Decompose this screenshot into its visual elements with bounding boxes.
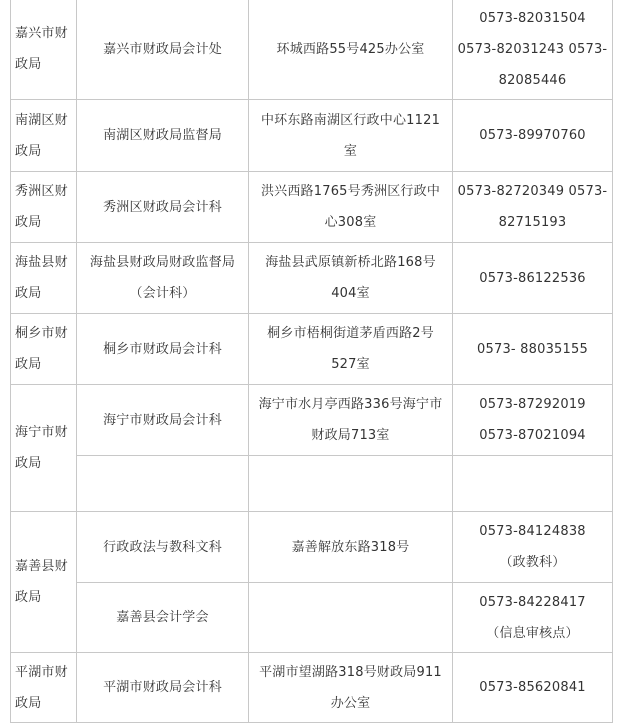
table-row [11,314,613,385]
address-cell: 洪兴西路1765号秀洲区行政中 心308室 [249,172,453,243]
phone-cell: 0573-86122536 [453,243,613,314]
table-row [11,243,613,314]
phone-cell: 0573- 88035155 [453,314,613,385]
org-cell: 桐乡市财 政局 [11,314,77,385]
dept-cell: 嘉兴市财政局会计处 [77,0,249,100]
org-cell: 海宁市财 政局 [11,385,77,512]
address-cell [249,583,453,653]
org-cell: 嘉兴市财 政局 [11,0,77,100]
address-cell: 嘉善解放东路318号 [249,512,453,583]
table-row [11,512,613,583]
finance-office-table [10,0,613,723]
phone-cell: 0573-84228417 （信息审核点） [453,583,613,653]
table-row [11,583,613,653]
address-cell: 平湖市望湖路318号财政局911 办公室 [249,653,453,723]
table-row [11,385,613,456]
org-cell: 南湖区财 政局 [11,100,77,172]
address-cell [249,456,453,512]
table-row [11,653,613,723]
phone-cell: 0573-82031504 0573-82031243 0573- 82085446 [453,0,613,100]
dept-cell: 海盐县财政局财政监督局 （会计科） [77,243,249,314]
org-cell: 秀洲区财 政局 [11,172,77,243]
address-cell: 环城西路55号425办公室 [249,0,453,100]
phone-cell [453,456,613,512]
dept-cell: 海宁市财政局会计科 [77,385,249,456]
phone-cell: 0573-82720349 0573- 82715193 [453,172,613,243]
dept-cell [77,456,249,512]
address-cell: 海盐县武原镇新桥北路168号 404室 [249,243,453,314]
phone-cell: 0573-89970760 [453,100,613,172]
dept-cell: 平湖市财政局会计科 [77,653,249,723]
phone-cell: 0573-84124838 （政教科） [453,512,613,583]
address-cell: 海宁市水月亭西路336号海宁市 财政局713室 [249,385,453,456]
phone-cell: 0573-85620841 [453,653,613,723]
table-row [11,456,613,512]
table-row [11,100,613,172]
table-row [11,0,613,100]
org-cell: 海盐县财 政局 [11,243,77,314]
org-cell: 平湖市财 政局 [11,653,77,723]
address-cell: 中环东路南湖区行政中心1121 室 [249,100,453,172]
phone-cell: 0573-87292019 0573-87021094 [453,385,613,456]
dept-cell: 秀洲区财政局会计科 [77,172,249,243]
org-cell: 嘉善县财 政局 [11,512,77,653]
dept-cell: 嘉善县会计学会 [77,583,249,653]
dept-cell: 南湖区财政局监督局 [77,100,249,172]
table-row [11,172,613,243]
address-cell: 桐乡市梧桐街道茅盾西路2号 527室 [249,314,453,385]
dept-cell: 行政政法与教科文科 [77,512,249,583]
dept-cell: 桐乡市财政局会计科 [77,314,249,385]
